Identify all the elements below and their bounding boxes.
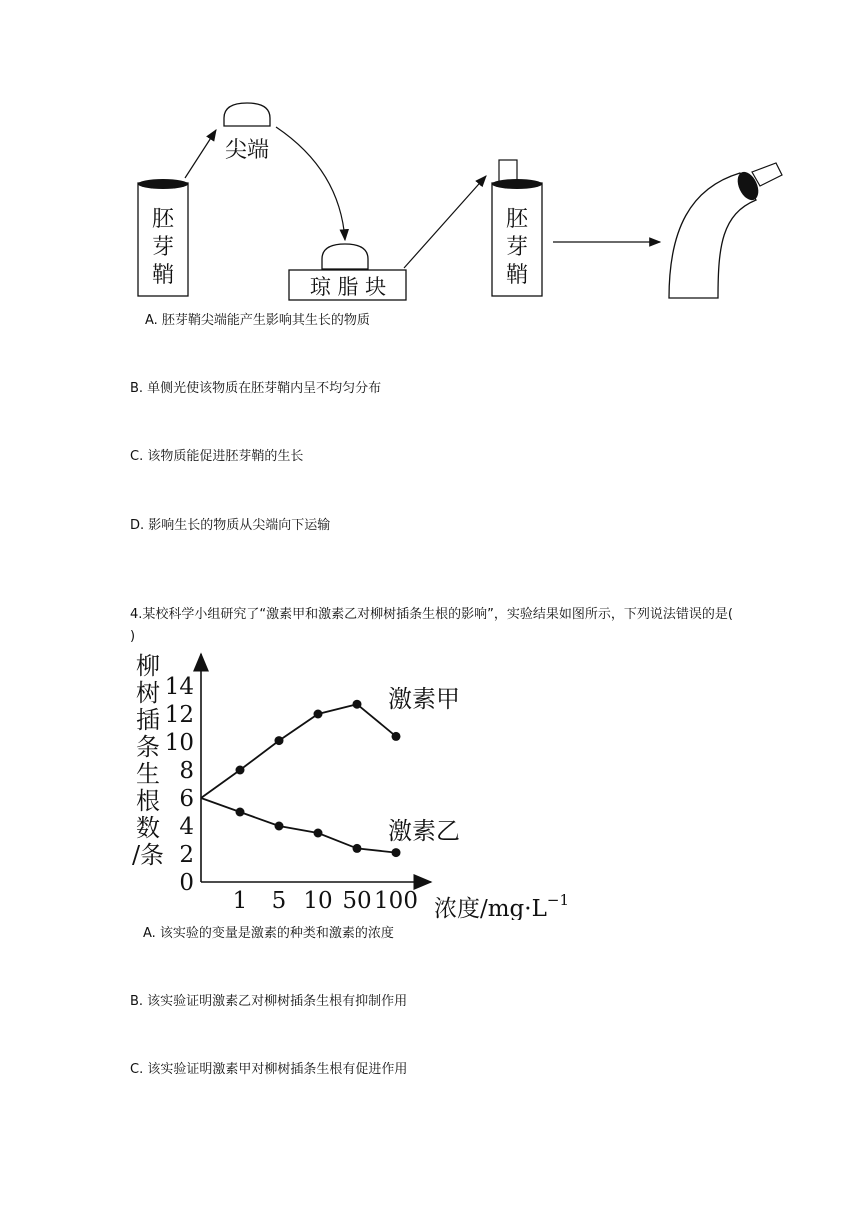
series-line [201,798,396,853]
data-point [314,710,323,719]
coleoptile-tip [224,103,270,163]
agar-label: 琼 脂 块 [309,275,387,299]
data-point [314,829,323,838]
y-label-char: 插 [136,706,160,734]
y-label-char: 树 [136,679,160,707]
coleoptile-label-2: 芽 [151,235,175,260]
q4-option-b: B. 该实验证明激素乙对柳树插条生根有抑制作用 [130,994,408,1009]
q3-option-a: A. 胚芽鞘尖端能产生影响其生长的物质 [145,313,370,328]
x-tick-label: 50 [342,888,372,914]
coleoptile-label-1: 胚 [151,207,175,232]
q4-option-c: C. 该实验证明激素甲对柳树插条生根有促进作用 [130,1062,408,1077]
hormone-chart [126,650,586,920]
y-label-char: 条 [136,733,160,761]
bent-coleoptile [669,163,782,298]
y-label-char: 生 [136,760,160,788]
x-tick-label: 1 [232,888,248,914]
agar-block [289,244,406,300]
data-point [353,700,362,709]
data-point [353,844,362,853]
y-label-char: /条 [131,841,165,869]
y-axis-label [132,652,164,869]
q4-option-a: A. 该实验的变量是激素的种类和激素的浓度 [143,926,394,941]
data-point [392,848,401,857]
x-tick-label: 5 [271,888,287,914]
coleoptile-diagram [0,0,860,320]
coleoptile-with-tip [138,179,188,296]
y-label-char: 数 [136,814,160,842]
x-tick-label: 100 [374,888,418,914]
x-label-text: 浓度$/mg\cdot L^{-1}$ [434,891,569,920]
series-label: 激素甲 [388,685,460,713]
series-line [201,704,396,798]
arrow-to-coleoptile-2 [404,176,486,268]
y-tick-label: 2 [179,842,194,868]
data-point [236,808,245,817]
y-tick-label: 10 [164,730,194,756]
x-label-superscript: −1 [546,891,569,909]
x-axis-label [434,891,569,920]
y-tick-label: 14 [164,674,194,700]
y-tick-label: 4 [179,814,194,840]
coleoptile2-label-1: 胚 [505,207,529,232]
series-label: 激素乙 [388,817,460,845]
coleoptile2-label-3: 鞘 [505,263,529,288]
coleoptile2-label-2: 芽 [505,235,529,260]
y-tick-label: 6 [179,786,194,812]
q4-stem: 4.某校科学小组研究了“激素甲和激素乙对柳树插条生根的影响”，实验结果如图所示，下列说法错误的是( ) [130,607,733,644]
y-label-char: 根 [136,787,160,815]
data-point [236,766,245,775]
coleoptile-label-3: 鞘 [151,263,175,288]
coleoptile-decapitated [492,160,542,296]
q3-option-b: B. 单侧光使该物质在胚芽鞘内呈不均匀分布 [130,381,382,396]
arrow-to-agar [276,127,345,240]
data-point [275,822,284,831]
y-tick-label: 0 [179,870,194,896]
x-tick-label: 10 [303,888,333,914]
tip-label: 尖端 [224,138,270,163]
y-tick-label: 8 [179,758,194,784]
data-point [392,732,401,741]
q3-option-c: C. 该物质能促进胚芽鞘的生长 [130,449,304,464]
y-label-char: 柳 [136,652,160,680]
y-tick-label: 12 [164,702,194,728]
data-point [275,736,284,745]
arrow-to-tip [185,130,216,178]
q3-option-d: D. 影响生长的物质从尖端向下运输 [130,518,331,533]
